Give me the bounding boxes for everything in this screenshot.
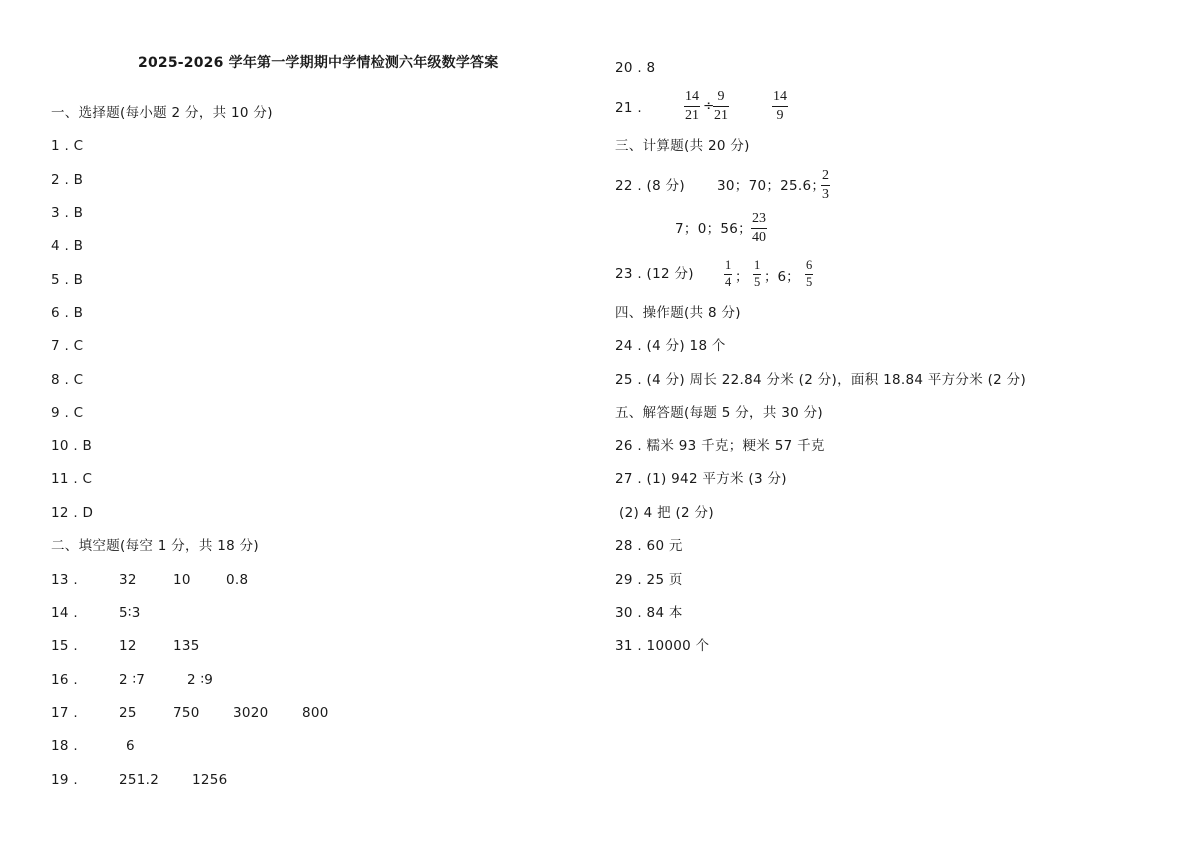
answer-q18-blank-1: 6 — [126, 738, 135, 754]
answer-q20: 20 . 8 — [615, 60, 656, 76]
answer-q17-blank-2: 750 — [173, 705, 200, 721]
fraction-bar — [772, 106, 788, 107]
fraction-denominator: 21 — [714, 108, 728, 123]
fraction-numerator: 2 — [822, 168, 829, 183]
fraction-denominator: 9 — [776, 108, 784, 123]
answer-q13-blank-2: 10 — [173, 572, 191, 588]
fraction-denominator: 21 — [685, 108, 699, 123]
answer-q22-fraction-1 — [821, 168, 830, 202]
fraction-numerator: 14 — [773, 89, 787, 104]
section-choice-heading: 一、选择题(每小题 2 分，共 10 分) — [51, 105, 273, 121]
section-operation-heading: 四、操作题(共 8 分) — [615, 305, 741, 321]
answer-q13-blank-1: 32 — [119, 572, 137, 588]
fraction-numerator: 1 — [754, 258, 761, 272]
answer-q13-blank-3: 0.8 — [226, 572, 249, 588]
answer-q16-blank-2: 2 ∶9 — [187, 672, 214, 688]
answer-q27-part-1: 27 . (1) 942 平方米 (3 分) — [615, 471, 787, 487]
fraction-denominator: 40 — [752, 230, 766, 245]
answer-q24: 24 . (4 分) 18 个 — [615, 338, 726, 354]
answer-q31: 31 . 10000 个 — [615, 638, 710, 654]
fraction-bar — [684, 106, 700, 107]
answer-q23-separator-1: ； — [735, 269, 749, 285]
fraction-numerator: 6 — [806, 258, 813, 272]
fraction-denominator: 3 — [822, 187, 829, 202]
answer-q17-number: 17 . — [51, 705, 78, 721]
answer-q9: 9 . C — [51, 405, 84, 421]
answer-q1: 1 . C — [51, 138, 84, 154]
answer-q19-number: 19 . — [51, 772, 78, 788]
answer-q21-fraction-3 — [772, 89, 788, 123]
answer-q30: 30 . 84 本 — [615, 605, 683, 621]
fraction-denominator: 5 — [754, 275, 761, 289]
fraction-numerator: 14 — [685, 89, 699, 104]
answer-q6: 6 . B — [51, 305, 84, 321]
fraction-bar — [821, 185, 830, 186]
answer-q2: 2 . B — [51, 172, 84, 188]
answer-q16-blank-1: 2 ∶7 — [119, 672, 146, 688]
answer-q7: 7 . C — [51, 338, 84, 354]
section-calculation-heading: 三、计算题(共 20 分) — [615, 138, 750, 154]
answer-q19-blank-1: 251.2 — [119, 772, 160, 788]
answer-q12: 12 . D — [51, 505, 94, 521]
answer-q19-blank-2: 1256 — [192, 772, 228, 788]
answer-q15-blank-1: 12 — [119, 638, 137, 654]
answer-q23-fraction-3 — [805, 259, 813, 289]
answer-q21-fraction-2 — [713, 89, 729, 123]
section-solution-heading: 五、解答题(每题 5 分，共 30 分) — [615, 405, 823, 421]
answer-q22-fraction-2 — [751, 211, 767, 245]
answer-q17-blank-4: 800 — [302, 705, 329, 721]
answer-q10: 10 . B — [51, 438, 93, 454]
answer-q5: 5 . B — [51, 272, 84, 288]
page-title: 2025-2026 学年第一学期期中学情检测六年级数学答案 — [138, 55, 499, 71]
answer-q25: 25 . (4 分) 周长 22.84 分米 (2 分)，面积 18.84 平方分米 (2 分) — [615, 372, 1027, 388]
answer-q21-divide-sign: ÷ — [703, 98, 715, 114]
answer-q13-number: 13 . — [51, 572, 78, 588]
fraction-numerator: 23 — [752, 211, 766, 226]
answer-q4: 4 . B — [51, 238, 84, 254]
fraction-bar — [751, 228, 767, 229]
answer-q22-row-2: 7；0；56； — [675, 221, 752, 237]
answer-q16-number: 16 . — [51, 672, 78, 688]
fraction-numerator: 1 — [725, 258, 732, 272]
answer-q21-fraction-1 — [684, 89, 700, 123]
answer-q11: 11 . C — [51, 471, 93, 487]
answer-q14-number: 14 . — [51, 605, 78, 621]
answer-q17-blank-1: 25 — [119, 705, 137, 721]
answer-q21-number: 21 . — [615, 100, 642, 116]
answer-q15-number: 15 . — [51, 638, 78, 654]
fraction-bar — [713, 106, 729, 107]
fraction-denominator: 4 — [725, 275, 732, 289]
answer-q22-number: 22 . (8 分) — [615, 178, 685, 194]
answer-q27-part-2: (2) 4 把 (2 分) — [619, 505, 714, 521]
answer-q29: 29 . 25 页 — [615, 572, 683, 588]
fraction-numerator: 9 — [717, 89, 725, 104]
answer-q26: 26 . 糯米 93 千克；粳米 57 千克 — [615, 438, 825, 454]
answer-q17-blank-3: 3020 — [233, 705, 269, 721]
answer-q8: 8 . C — [51, 372, 84, 388]
answer-q15-blank-2: 135 — [173, 638, 200, 654]
answer-q22-row-1: 30；70；25.6； — [717, 178, 826, 194]
answer-q23-number: 23 . (12 分) — [615, 266, 694, 282]
answer-q3: 3 . B — [51, 205, 84, 221]
fraction-denominator: 5 — [806, 275, 813, 289]
answer-q23-separator-2: ；6； — [764, 269, 800, 285]
answer-q18-number: 18 . — [51, 738, 78, 754]
answer-q23-fraction-1 — [724, 259, 732, 289]
section-fill-heading: 二、填空题(每空 1 分，共 18 分) — [51, 538, 259, 554]
answer-q28: 28 . 60 元 — [615, 538, 683, 554]
answer-q14-blank-1: 5∶3 — [119, 605, 141, 621]
answer-q23-fraction-2 — [753, 259, 761, 289]
